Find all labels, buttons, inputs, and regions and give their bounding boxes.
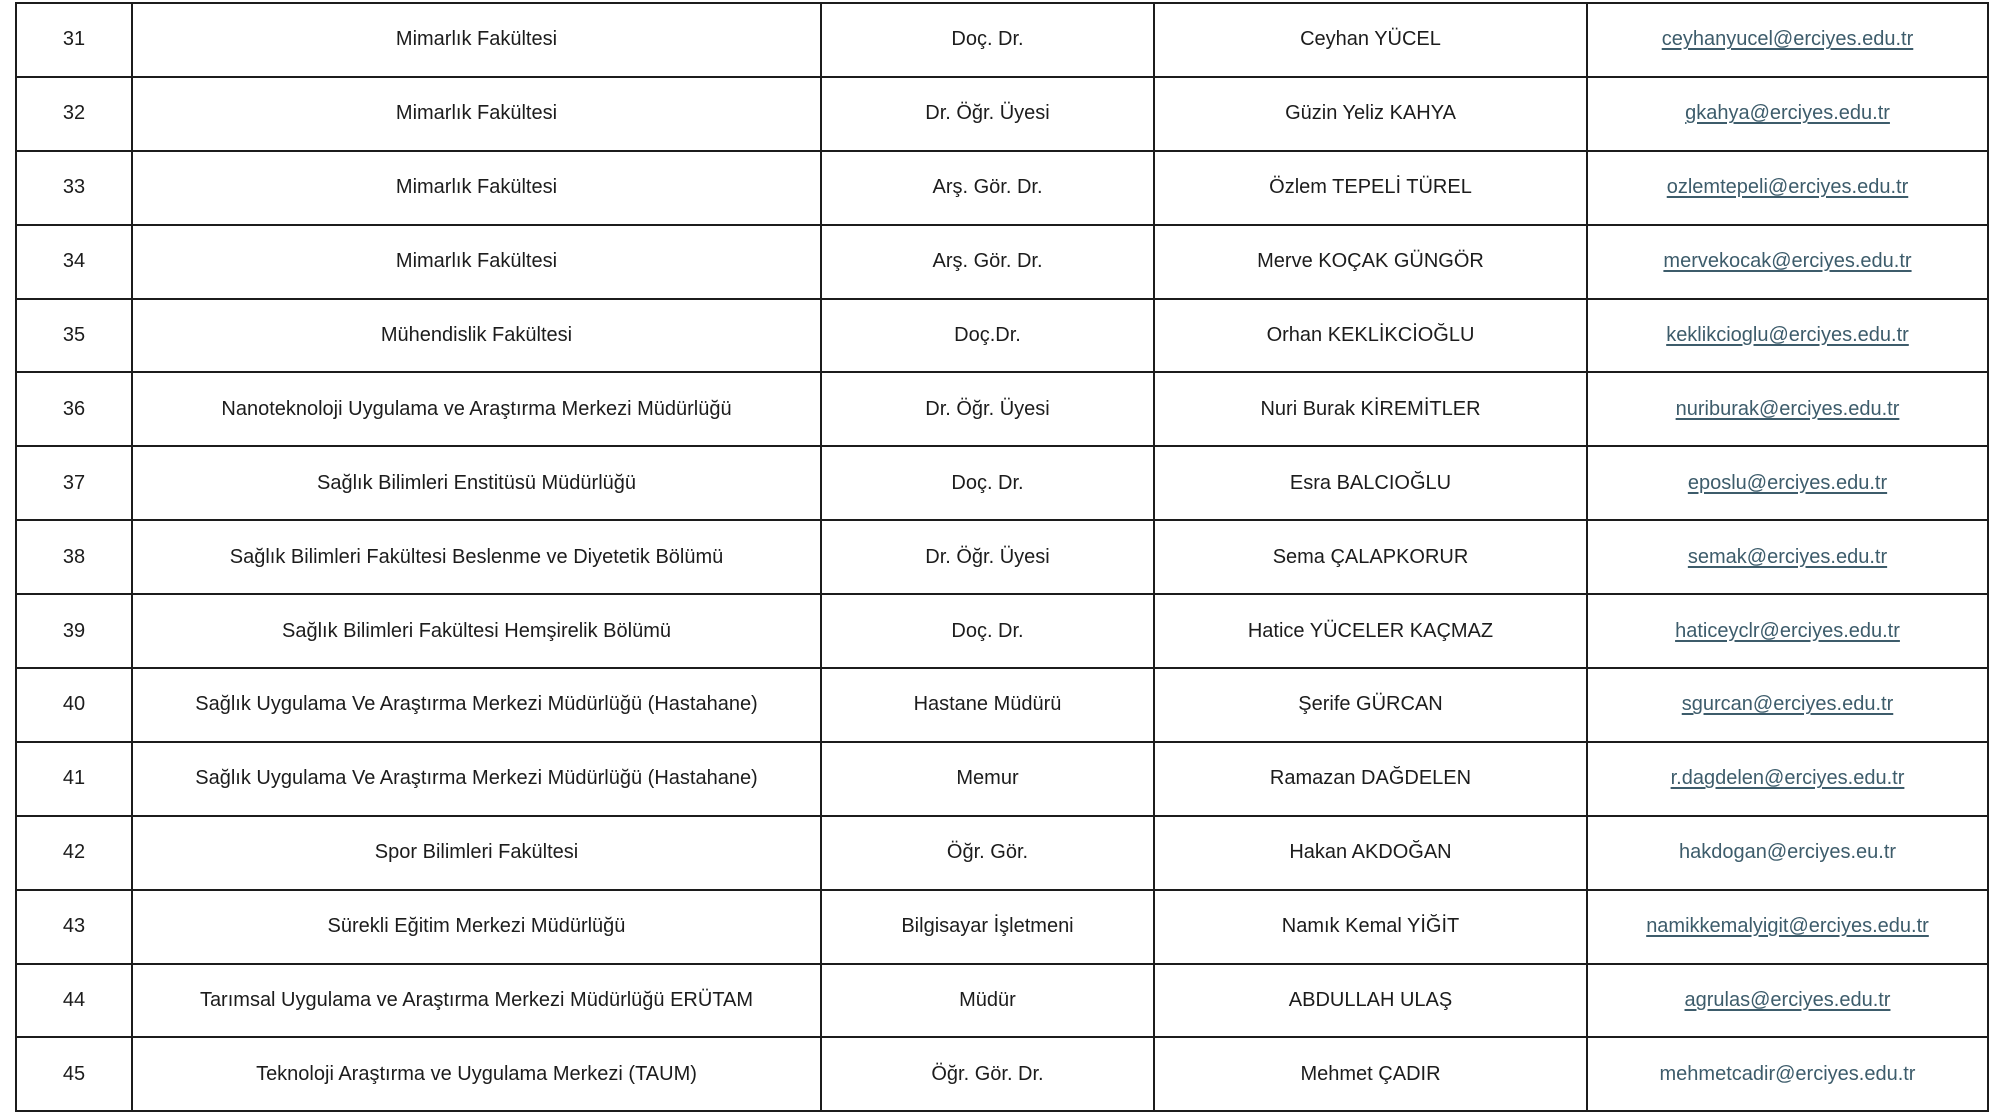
title-cell: Doç. Dr. — [821, 446, 1154, 520]
title-cell: Arş. Gör. Dr. — [821, 151, 1154, 225]
person-name-cell: Esra BALCIOĞLU — [1154, 446, 1587, 520]
row-number-cell: 34 — [16, 225, 132, 299]
row-number-cell: 45 — [16, 1037, 132, 1111]
table-row — [16, 964, 1988, 1038]
title-cell: Memur — [821, 742, 1154, 816]
unit-cell: Sağlık Bilimleri Fakültesi Hemşirelik Bölümü — [132, 594, 821, 668]
email-link[interactable]: r.dagdelen@erciyes.edu.tr — [1670, 767, 1905, 790]
table-row — [16, 520, 1988, 594]
row-number-cell: 42 — [16, 816, 132, 890]
unit-cell: Mimarlık Fakültesi — [132, 225, 821, 299]
email-link[interactable]: gkahya@erciyes.edu.tr — [1685, 102, 1890, 125]
email-cell — [1587, 742, 1988, 816]
email-link[interactable]: ceyhanyucel@erciyes.edu.tr — [1661, 28, 1914, 51]
unit-cell: Mühendislik Fakültesi — [132, 299, 821, 373]
email-link[interactable]: semak@erciyes.edu.tr — [1687, 545, 1888, 568]
person-name-cell: Nuri Burak KİREMİTLER — [1154, 372, 1587, 446]
unit-cell: Sağlık Bilimleri Fakültesi Beslenme ve Diyetetik Bölümü — [132, 520, 821, 594]
unit-cell: Teknoloji Araştırma ve Uygulama Merkezi (TAUM) — [132, 1037, 821, 1111]
email-link[interactable]: ozlemtepeli@erciyes.edu.tr — [1666, 176, 1909, 199]
email-text: mehmetcadir@erciyes.edu.tr — [1659, 1062, 1916, 1085]
email-text: hakdogan@erciyes.eu.tr — [1678, 841, 1897, 864]
email-link[interactable]: mervekocak@erciyes.edu.tr — [1663, 250, 1912, 273]
person-name-cell: Mehmet ÇADIR — [1154, 1037, 1587, 1111]
email-link[interactable]: agrulas@erciyes.edu.tr — [1684, 989, 1891, 1012]
row-number-cell: 43 — [16, 890, 132, 964]
unit-cell: Spor Bilimleri Fakültesi — [132, 816, 821, 890]
email-cell — [1587, 816, 1988, 890]
person-name-cell: Hatice YÜCELER KAÇMAZ — [1154, 594, 1587, 668]
row-number-cell: 39 — [16, 594, 132, 668]
row-number-cell: 41 — [16, 742, 132, 816]
row-number-cell: 32 — [16, 77, 132, 151]
table-row — [16, 816, 1988, 890]
person-name-cell: Özlem TEPELİ TÜREL — [1154, 151, 1587, 225]
table-row — [16, 742, 1988, 816]
title-cell: Dr. Öğr. Üyesi — [821, 77, 1154, 151]
unit-cell: Tarımsal Uygulama ve Araştırma Merkezi Müdürlüğü ERÜTAM — [132, 964, 821, 1038]
title-cell: Doç.Dr. — [821, 299, 1154, 373]
contacts-table-body — [16, 3, 1988, 1111]
email-cell — [1587, 151, 1988, 225]
table-row — [16, 890, 1988, 964]
title-cell: Dr. Öğr. Üyesi — [821, 372, 1154, 446]
title-cell: Doç. Dr. — [821, 3, 1154, 77]
title-cell: Öğr. Gör. Dr. — [821, 1037, 1154, 1111]
email-cell — [1587, 372, 1988, 446]
email-link[interactable]: eposlu@erciyes.edu.tr — [1687, 471, 1888, 494]
person-name-cell: Namık Kemal YİĞİT — [1154, 890, 1587, 964]
table-row — [16, 299, 1988, 373]
table-row — [16, 1037, 1988, 1111]
email-cell — [1587, 3, 1988, 77]
email-cell — [1587, 299, 1988, 373]
unit-cell: Mimarlık Fakültesi — [132, 151, 821, 225]
title-cell: Arş. Gör. Dr. — [821, 225, 1154, 299]
person-name-cell: Ceyhan YÜCEL — [1154, 3, 1587, 77]
row-number-cell: 37 — [16, 446, 132, 520]
email-link[interactable]: namikkemalyigit@erciyes.edu.tr — [1646, 915, 1929, 938]
email-link[interactable]: nuriburak@erciyes.edu.tr — [1675, 397, 1900, 420]
email-cell — [1587, 594, 1988, 668]
unit-cell: Sağlık Bilimleri Enstitüsü Müdürlüğü — [132, 446, 821, 520]
email-cell — [1587, 225, 1988, 299]
person-name-cell: ABDULLAH ULAŞ — [1154, 964, 1587, 1038]
email-cell — [1587, 520, 1988, 594]
table-row — [16, 372, 1988, 446]
title-cell: Hastane Müdürü — [821, 668, 1154, 742]
person-name-cell: Sema ÇALAPKORUR — [1154, 520, 1587, 594]
unit-cell: Sürekli Eğitim Merkezi Müdürlüğü — [132, 890, 821, 964]
email-cell — [1587, 77, 1988, 151]
title-cell: Dr. Öğr. Üyesi — [821, 520, 1154, 594]
table-row — [16, 77, 1988, 151]
table-row — [16, 668, 1988, 742]
title-cell: Doç. Dr. — [821, 594, 1154, 668]
unit-cell: Nanoteknoloji Uygulama ve Araştırma Merkezi Müdürlüğü — [132, 372, 821, 446]
row-number-cell: 36 — [16, 372, 132, 446]
email-cell — [1587, 1037, 1988, 1111]
contacts-table — [15, 2, 1989, 1112]
person-name-cell: Merve KOÇAK GÜNGÖR — [1154, 225, 1587, 299]
table-row — [16, 446, 1988, 520]
person-name-cell: Şerife GÜRCAN — [1154, 668, 1587, 742]
row-number-cell: 44 — [16, 964, 132, 1038]
row-number-cell: 31 — [16, 3, 132, 77]
email-link[interactable]: haticeyclr@erciyes.edu.tr — [1675, 619, 1900, 642]
person-name-cell: Güzin Yeliz KAHYA — [1154, 77, 1587, 151]
person-name-cell: Orhan KEKLİKCİOĞLU — [1154, 299, 1587, 373]
table-row — [16, 3, 1988, 77]
unit-cell: Sağlık Uygulama Ve Araştırma Merkezi Müdürlüğü (Hastahane) — [132, 668, 821, 742]
person-name-cell: Hakan AKDOĞAN — [1154, 816, 1587, 890]
table-row — [16, 225, 1988, 299]
email-cell — [1587, 446, 1988, 520]
title-cell: Müdür — [821, 964, 1154, 1038]
table-row — [16, 151, 1988, 225]
email-cell — [1587, 890, 1988, 964]
email-link[interactable]: sgurcan@erciyes.edu.tr — [1681, 693, 1894, 716]
row-number-cell: 35 — [16, 299, 132, 373]
email-cell — [1587, 668, 1988, 742]
row-number-cell: 40 — [16, 668, 132, 742]
person-name-cell: Ramazan DAĞDELEN — [1154, 742, 1587, 816]
unit-cell: Sağlık Uygulama Ve Araştırma Merkezi Müdürlüğü (Hastahane) — [132, 742, 821, 816]
email-link[interactable]: keklikcioglu@erciyes.edu.tr — [1666, 324, 1909, 346]
title-cell: Bilgisayar İşletmeni — [821, 890, 1154, 964]
unit-cell: Mimarlık Fakültesi — [132, 77, 821, 151]
table-row — [16, 594, 1988, 668]
title-cell: Öğr. Gör. — [821, 816, 1154, 890]
email-cell — [1587, 964, 1988, 1038]
row-number-cell: 33 — [16, 151, 132, 225]
unit-cell: Mimarlık Fakültesi — [132, 3, 821, 77]
row-number-cell: 38 — [16, 520, 132, 594]
